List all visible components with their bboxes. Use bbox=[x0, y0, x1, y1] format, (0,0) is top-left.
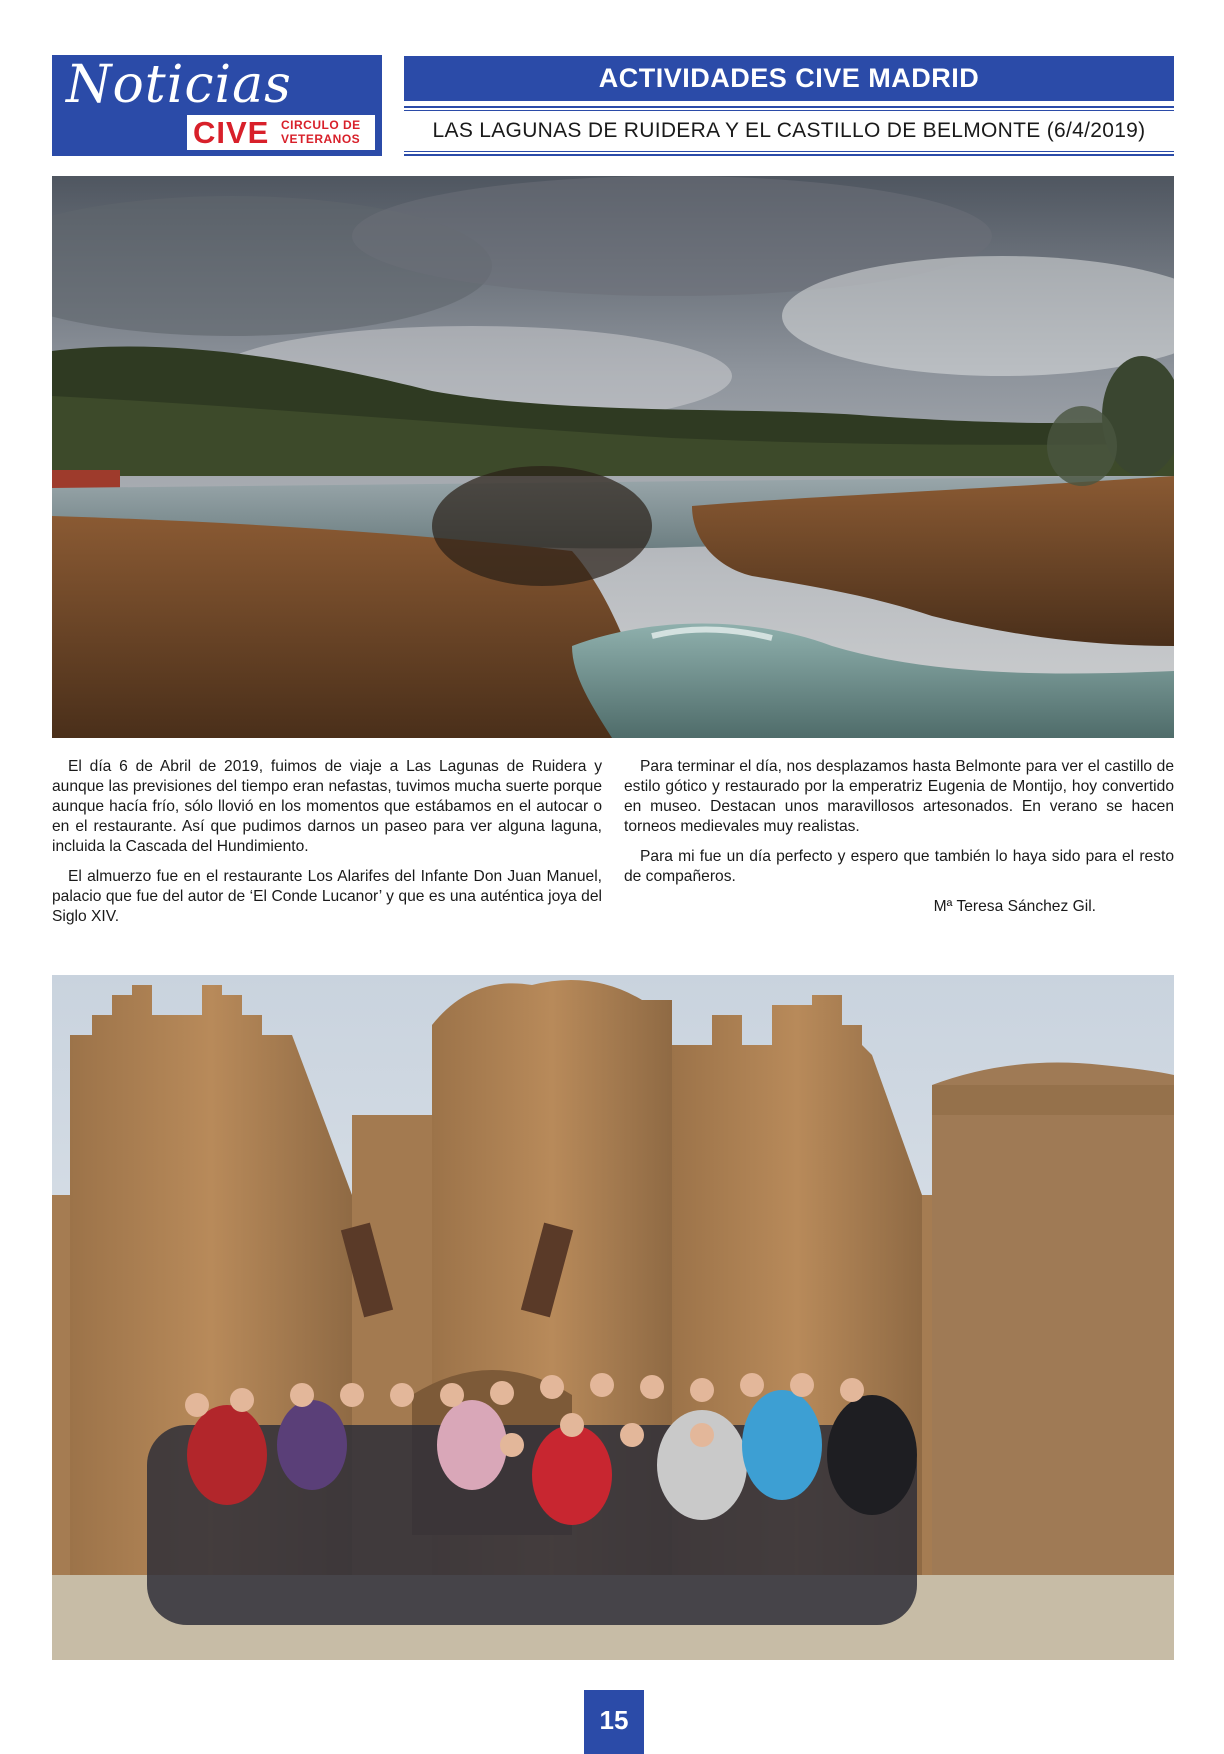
paragraph: El almuerzo fue en el restaurante Los Alarifes del Infante Don Juan Manuel, palacio que fue del autor de ‘El Conde Lucanor’ y que es una auténtica joya del Siglo XIV. bbox=[52, 868, 602, 925]
logo-title: Noticias bbox=[66, 55, 292, 115]
header-rule-bottom-thin bbox=[404, 151, 1174, 152]
article-column-right bbox=[624, 757, 1174, 927]
header-rule-top bbox=[404, 106, 1174, 108]
header-rule-top-thin bbox=[404, 110, 1174, 111]
newsletter-logo bbox=[52, 55, 382, 156]
logo-brand: CIVE bbox=[193, 115, 270, 150]
castle-group-photo-image bbox=[52, 975, 1174, 1660]
author-signature: Mª Teresa Sánchez Gil. bbox=[933, 898, 1096, 915]
paragraph: El día 6 de Abril de 2019, fuimos de viaje a Las Lagunas de Ruidera y aunque las previsiones del tiempo eran nefastas, tuvimos mucha suerte porque aunque hacía frío, sólo llovió en los momentos que estábamos en el autocar o en el restaurante. Así que pudimos darnos un paseo para ver alguna laguna, incluida la Cascada del Hundimiento. bbox=[52, 758, 602, 855]
logo-subtitle bbox=[281, 118, 361, 146]
logo-cive-box bbox=[187, 115, 375, 150]
lagoon-photo-image bbox=[52, 176, 1174, 738]
section-header-bar bbox=[404, 56, 1174, 101]
castle-group-photo bbox=[52, 975, 1174, 1660]
logo-subtitle-line1: CIRCULO DE bbox=[281, 118, 361, 132]
page-number: 15 bbox=[584, 1690, 644, 1754]
article-column-left bbox=[52, 757, 602, 937]
paragraph: Para mi fue un día perfecto y espero que también lo haya sido para el resto de compañeros. bbox=[624, 848, 1174, 885]
section-title: ACTIVIDADES CIVE MADRID bbox=[598, 63, 980, 93]
lagoon-photo bbox=[52, 176, 1174, 738]
header-rule-bottom bbox=[404, 154, 1174, 156]
article-title: LAS LAGUNAS DE RUIDERA Y EL CASTILLO DE BELMONTE (6/4/2019) bbox=[432, 119, 1146, 142]
logo-subtitle-line2: VETERANOS bbox=[281, 132, 361, 146]
paragraph: Para terminar el día, nos desplazamos hasta Belmonte para ver el castillo de estilo gótico y restaurado por la emperatriz Eugenia de Montijo, hoy convertido en museo. Destacan unos maravillosos artesonados. En verano se hacen torneos medievales muy realistas. bbox=[624, 758, 1174, 835]
